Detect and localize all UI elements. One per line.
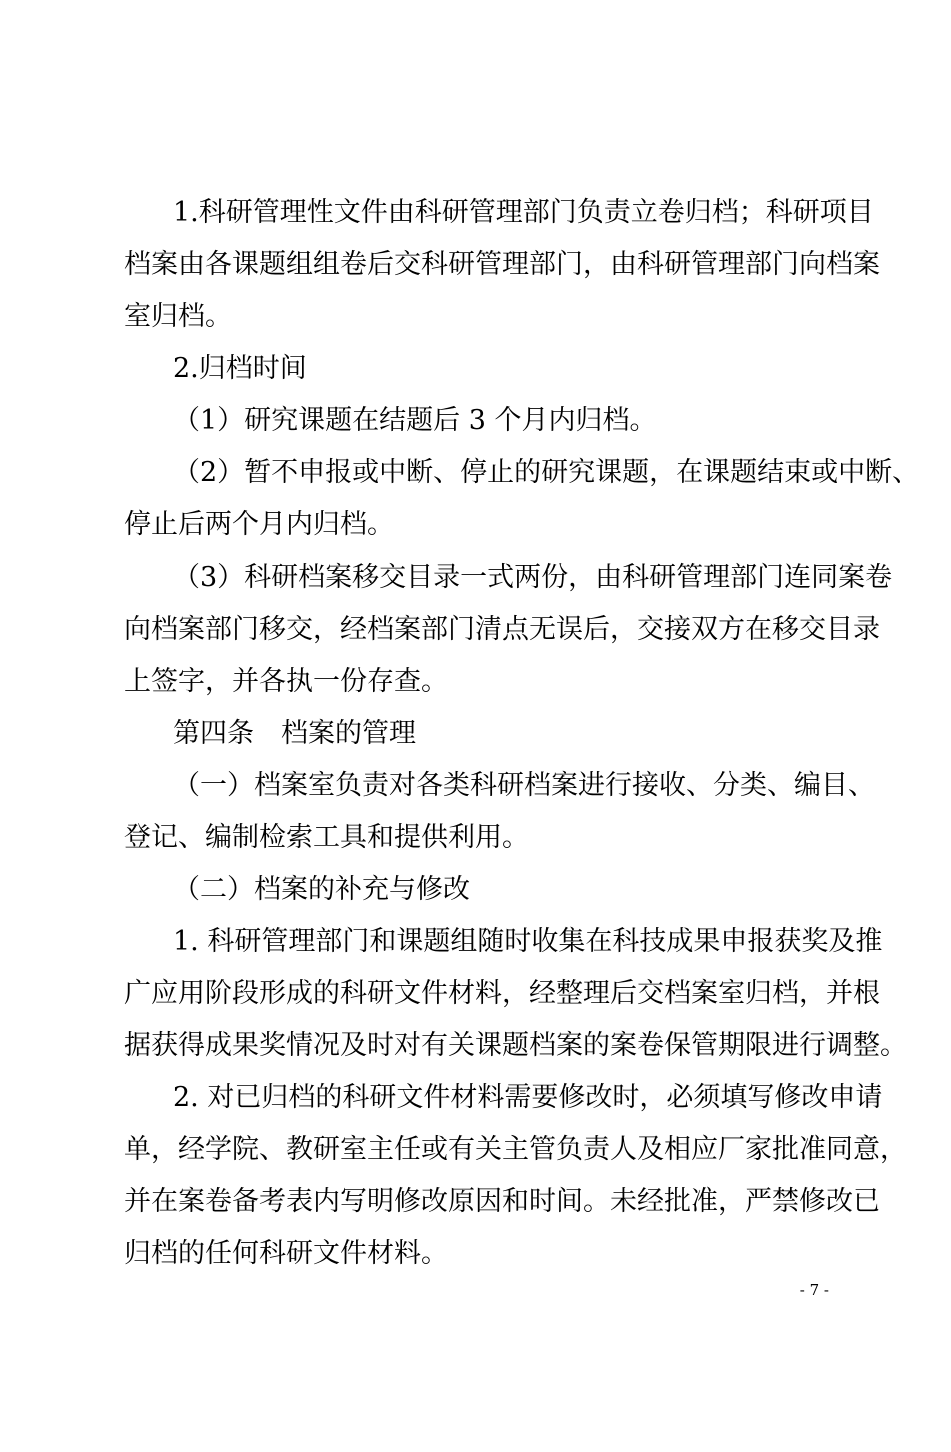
paragraph-line: 据获得成果奖情况及时对有关课题档案的案卷保管期限进行调整。 [124, 1030, 907, 1061]
list-item: （2）暂不申报或中断、停止的研究课题，在课题结束或中断、 [173, 457, 920, 488]
paragraph-line: 室归档。 [124, 301, 232, 332]
paragraph-line: 停止后两个月内归档。 [124, 509, 394, 540]
page-number: - 7 - [799, 1281, 829, 1299]
section-heading: 2.归档时间 [173, 353, 307, 384]
list-item: （1）研究课题在结题后 3 个月内归档。 [173, 405, 657, 436]
list-item: 2. 对已归档的科研文件材料需要修改时，必须填写修改申请 [173, 1082, 883, 1113]
paragraph-line: 上签字，并各执一份存查。 [124, 666, 448, 697]
paragraph-line: 单，经学院、教研室主任或有关主管负责人及相应厂家批准同意， [124, 1134, 907, 1165]
list-item: （3）科研档案移交目录一式两份，由科研管理部门连同案卷 [173, 562, 893, 593]
paragraph-line: 广应用阶段形成的科研文件材料，经整理后交档案室归档，并根 [124, 978, 880, 1009]
paragraph-line: 向档案部门移交，经档案部门清点无误后，交接双方在移交目录 [124, 614, 880, 645]
paragraph-line: 1.科研管理性文件由科研管理部门负责立卷归档；科研项目 [173, 197, 874, 228]
article-heading: 第四条 档案的管理 [173, 718, 416, 749]
paragraph-line: 档案由各课题组组卷后交科研管理部门，由科研管理部门向档案 [124, 249, 880, 280]
paragraph-line: 归档的任何科研文件材料。 [124, 1238, 448, 1269]
list-item: 1. 科研管理部门和课题组随时收集在科技成果申报获奖及推 [173, 926, 883, 957]
section-heading: （二）档案的补充与修改 [173, 874, 470, 905]
paragraph-line: 登记、编制检索工具和提供利用。 [124, 822, 529, 853]
paragraph-line: 并在案卷备考表内写明修改原因和时间。未经批准，严禁修改已 [124, 1186, 880, 1217]
list-item: （一）档案室负责对各类科研档案进行接收、分类、编目、 [173, 770, 875, 801]
